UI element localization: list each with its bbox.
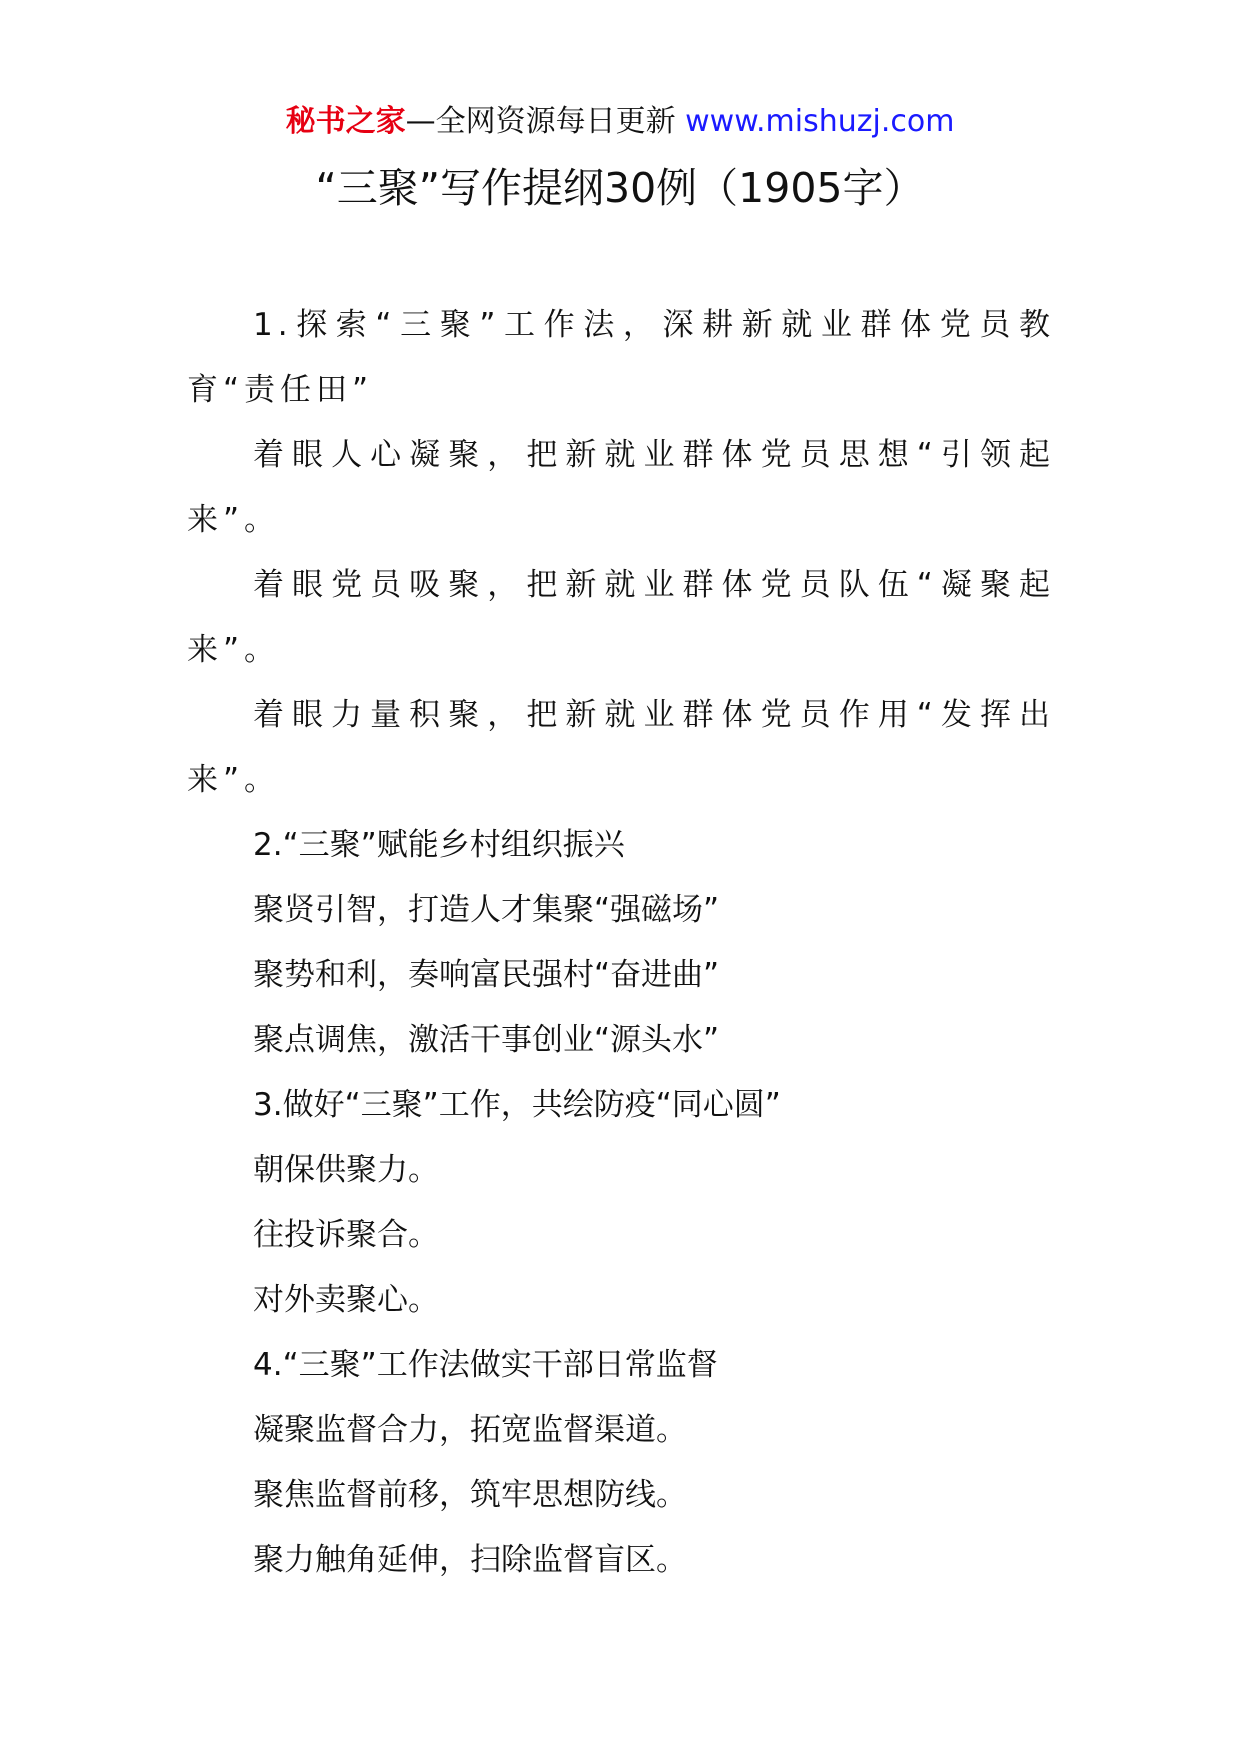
- section-heading: 1.探索“三聚”工作法，深耕新就业群体党员教育“责任田”: [187, 307, 1055, 408]
- body-paragraph: 着眼人心凝聚，把新就业群体党员思想“引领起来”。: [187, 437, 1055, 538]
- section-heading: 3.做好“三聚”工作，共绘防疫“同心圆”: [253, 1087, 781, 1123]
- document-body: [187, 293, 1055, 1593]
- body-paragraph: 着眼党员吸聚，把新就业群体党员队伍“凝聚起来”。: [187, 567, 1055, 668]
- body-paragraph: 着眼力量积聚，把新就业群体党员作用“发挥出来”。: [187, 697, 1055, 798]
- body-paragraph: 聚焦监督前移，筑牢思想防线。: [253, 1477, 687, 1513]
- brand-name: 秘书之家: [285, 104, 406, 139]
- body-paragraph: 聚势和利，奏响富民强村“奋进曲”: [253, 957, 720, 993]
- banner-slogan: —全网资源每日更新: [405, 104, 686, 139]
- section-heading: 4.“三聚”工作法做实干部日常监督: [253, 1347, 718, 1383]
- document-title: “三聚”写作提纲30例（1905字）: [315, 164, 925, 212]
- body-paragraph: 朝保供聚力。: [253, 1152, 439, 1188]
- body-paragraph: 聚力触角延伸，扫除监督盲区。: [253, 1542, 687, 1578]
- site-url-link[interactable]: www.mishuzj.com: [685, 104, 955, 139]
- section-heading: 2.“三聚”赋能乡村组织振兴: [253, 827, 625, 863]
- body-paragraph: 聚贤引智，打造人才集聚“强磁场”: [253, 892, 720, 928]
- body-paragraph: 凝聚监督合力，拓宽监督渠道。: [253, 1412, 687, 1448]
- body-paragraph: 对外卖聚心。: [253, 1282, 439, 1318]
- body-paragraph: 聚点调焦，激活干事创业“源头水”: [253, 1022, 720, 1058]
- site-banner: [0, 102, 1240, 142]
- body-paragraph: 往投诉聚合。: [253, 1217, 439, 1253]
